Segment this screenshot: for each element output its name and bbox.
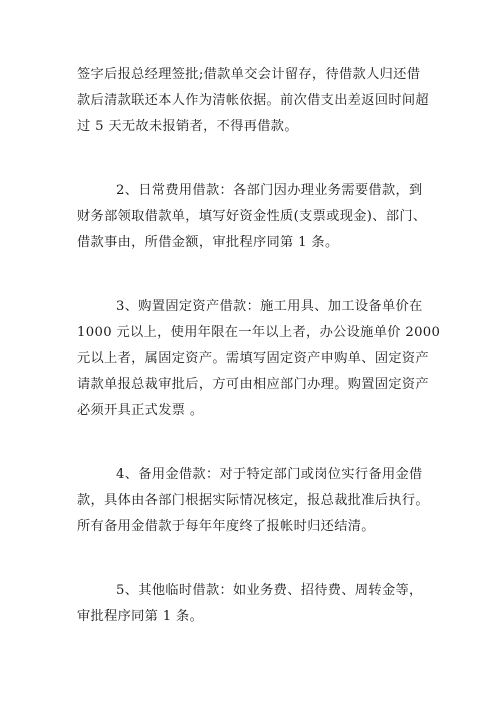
- paragraph-3-line-2: 1000 元以上，使用年限在一年以上者，办公设施单价 2000: [77, 325, 441, 340]
- paragraph-4-line-2: 款，具体由各部门根据实际情况核定，报总裁批准后执行。: [77, 493, 429, 508]
- paragraph-3-line-4: 请款单报总裁审批后，方可由相应部门办理。购置固定资产: [77, 377, 429, 392]
- paragraph-1-line-2: 款后清款联还本人作为清帐依据。前次借支出差返回时间超: [77, 93, 429, 108]
- paragraph-1-line-3: 过 5 天无故未报销者，不得再借款。: [77, 119, 298, 134]
- paragraph-2-line-1: 2、日常费用借款：各部门因办理业务需要借款，到: [116, 183, 423, 198]
- paragraph-2-line-2: 财务部领取借款单，填写好资金性质(支票或现金)、部门、: [77, 209, 427, 224]
- paragraph-4-line-1: 4、备用金借款：对于特定部门或岗位实行备用金借: [116, 467, 423, 482]
- paragraph-2-line-3: 借款事由，所借金额，审批程序同第 1 条。: [77, 235, 339, 250]
- paragraph-5-line-2: 审批程序同第 1 条。: [77, 609, 204, 624]
- paragraph-3-line-3: 元以上者，属固定资产。需填写固定资产申购单、固定资产: [77, 351, 429, 366]
- paragraph-5-line-1: 5、其他临时借款：如业务费、招待费、周转金等，: [116, 583, 423, 598]
- paragraph-3-line-1: 3、购置固定资产借款：施工用具、加工设备单价在: [116, 299, 423, 314]
- paragraph-4-line-3: 所有备用金借款于每年年度终了报帐时归还结清。: [77, 519, 375, 534]
- paragraph-1-line-1: 签字后报总经理签批;借款单交会计留存，待借款人归还借: [77, 67, 421, 82]
- paragraph-3-line-5: 必须开具正式发票 。: [77, 403, 204, 418]
